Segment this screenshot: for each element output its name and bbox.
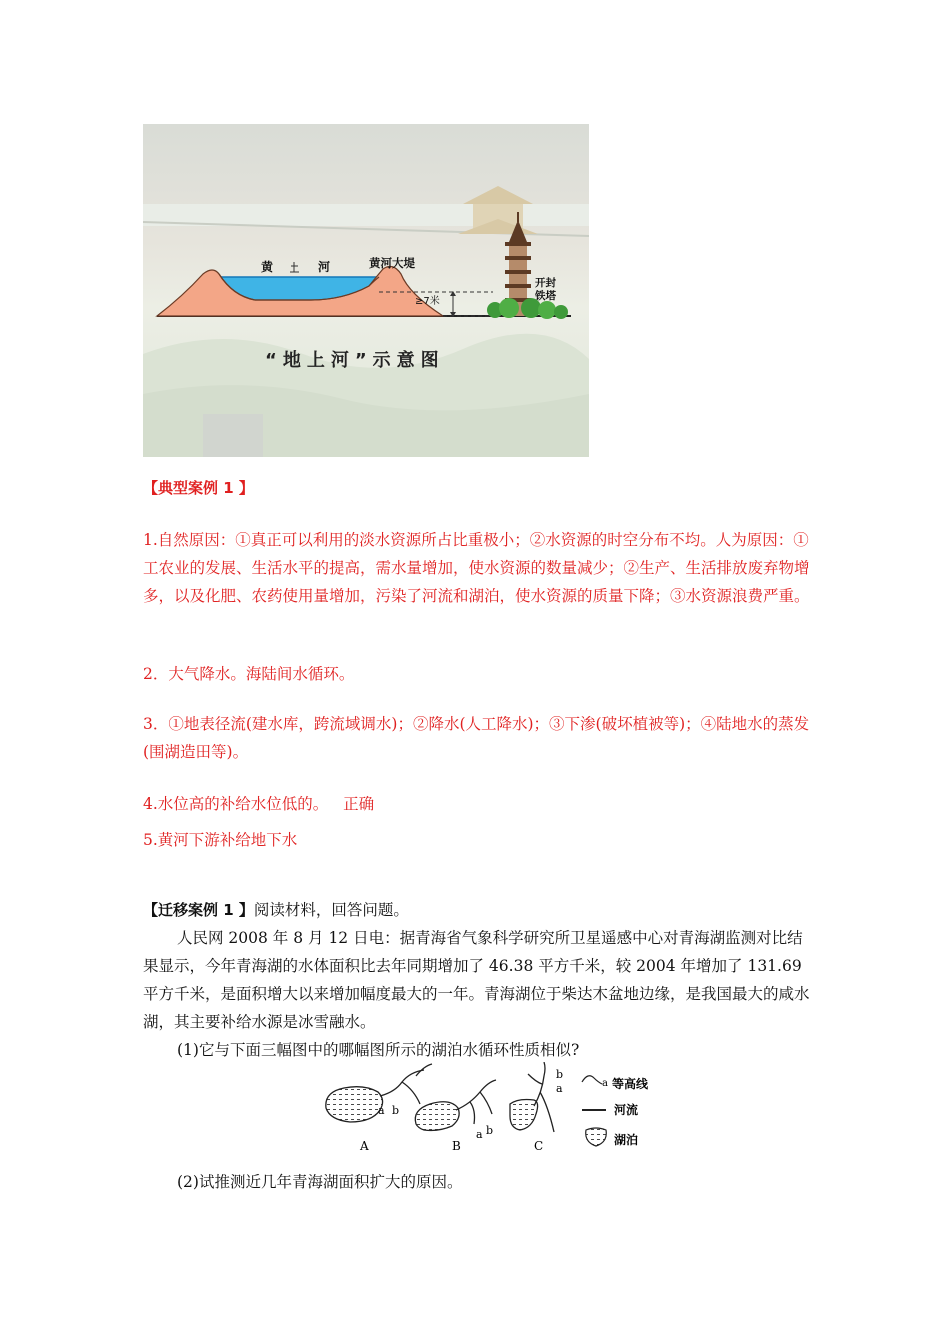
question-1: (1)它与下面三幅图中的哪幅图所示的湖泊水循环性质相似? [177,1041,580,1059]
figure-illustration [143,124,589,457]
label-tower-line2: 铁塔 [535,290,556,302]
svg-text:a: a [602,1078,608,1089]
lake-diagrams [320,1062,680,1162]
above-ground-river-figure [143,124,589,457]
label-height: ≥7米 [415,296,440,307]
label-dike: 黄河大堤 [369,256,415,270]
case2-intro: 阅读材料，回答问题。 [253,901,409,919]
case2-heading-line [143,896,815,924]
case2-paragraph: 人民网 2008 年 8 月 12 日电：据青海省气象科学研究所卫星遥感中心对青海湖监测对比结果显示，今年青海湖的水体面积比去年同期增加了 46.38 平方千米，较 2004 年增加了 131.69 平方千米，是面积增大以来增加幅度最大的一年。青海湖位于柴达木盆地边缘，是我国最大的咸水湖，其主要补给水源是冰雪融水。 [143,929,810,1031]
case2-heading: 【迁移案例 1 】 [143,901,254,919]
svg-text:湖泊: 湖泊 [614,1133,639,1147]
case1-item-5: 5.黄河下游补给地下水 [143,831,298,849]
diagram-b [415,1080,496,1153]
svg-text:等高线: 等高线 [612,1077,649,1091]
svg-text:C: C [534,1139,544,1153]
label-river-right: 河 [318,260,331,274]
label-tower-line1: 开封 [535,277,556,289]
diagram-a [326,1064,432,1153]
figure-caption: “地上河”示意图 [265,350,445,371]
case1-item-4: 4.水位高的补给水位低的。 正确 [143,795,375,813]
case1-item-2: 2．大气降水。海陆间水循环。 [143,665,355,683]
svg-text:a: a [556,1082,563,1095]
contour-legend-icon [582,1076,602,1084]
svg-text:a: a [476,1128,483,1141]
svg-text:a: a [378,1104,385,1117]
case1-heading: 【典型案例 1 】 [143,479,254,497]
lake-legend-icon [586,1128,607,1146]
svg-text:A: A [360,1139,369,1153]
diagram-c [510,1062,563,1153]
svg-text:b: b [556,1068,564,1081]
svg-text:河流: 河流 [614,1103,639,1117]
svg-text:B: B [452,1139,461,1153]
svg-text:b: b [486,1124,494,1137]
case1-item-3: 3．①地表径流(建水库，跨流域调水)；②降水(人工降水)；③下渗(破坏植被等)；④陆地水的蒸发(围湖造田等)。 [143,715,810,761]
lake-diagrams-svg [320,1062,680,1162]
question-2: (2)试推测近几年青海湖面积扩大的原因。 [177,1173,463,1191]
case1-item-1: 1.自然原因：①真正可以利用的淡水资源所占比重极小；②水资源的时空分布不均。人为原因：①工农业的发展、生活水平的提高，需水量增加，使水资源的数量减少；②生产、生活排放废弃物增多，以及化肥、农药使用量增加，污染了河流和湖泊，使水资源的质量下降；③水资源浪费严重。 [143,531,810,605]
diagram-legend [582,1076,649,1147]
svg-text:b: b [392,1104,400,1117]
label-river-left: 黄 [261,260,274,274]
